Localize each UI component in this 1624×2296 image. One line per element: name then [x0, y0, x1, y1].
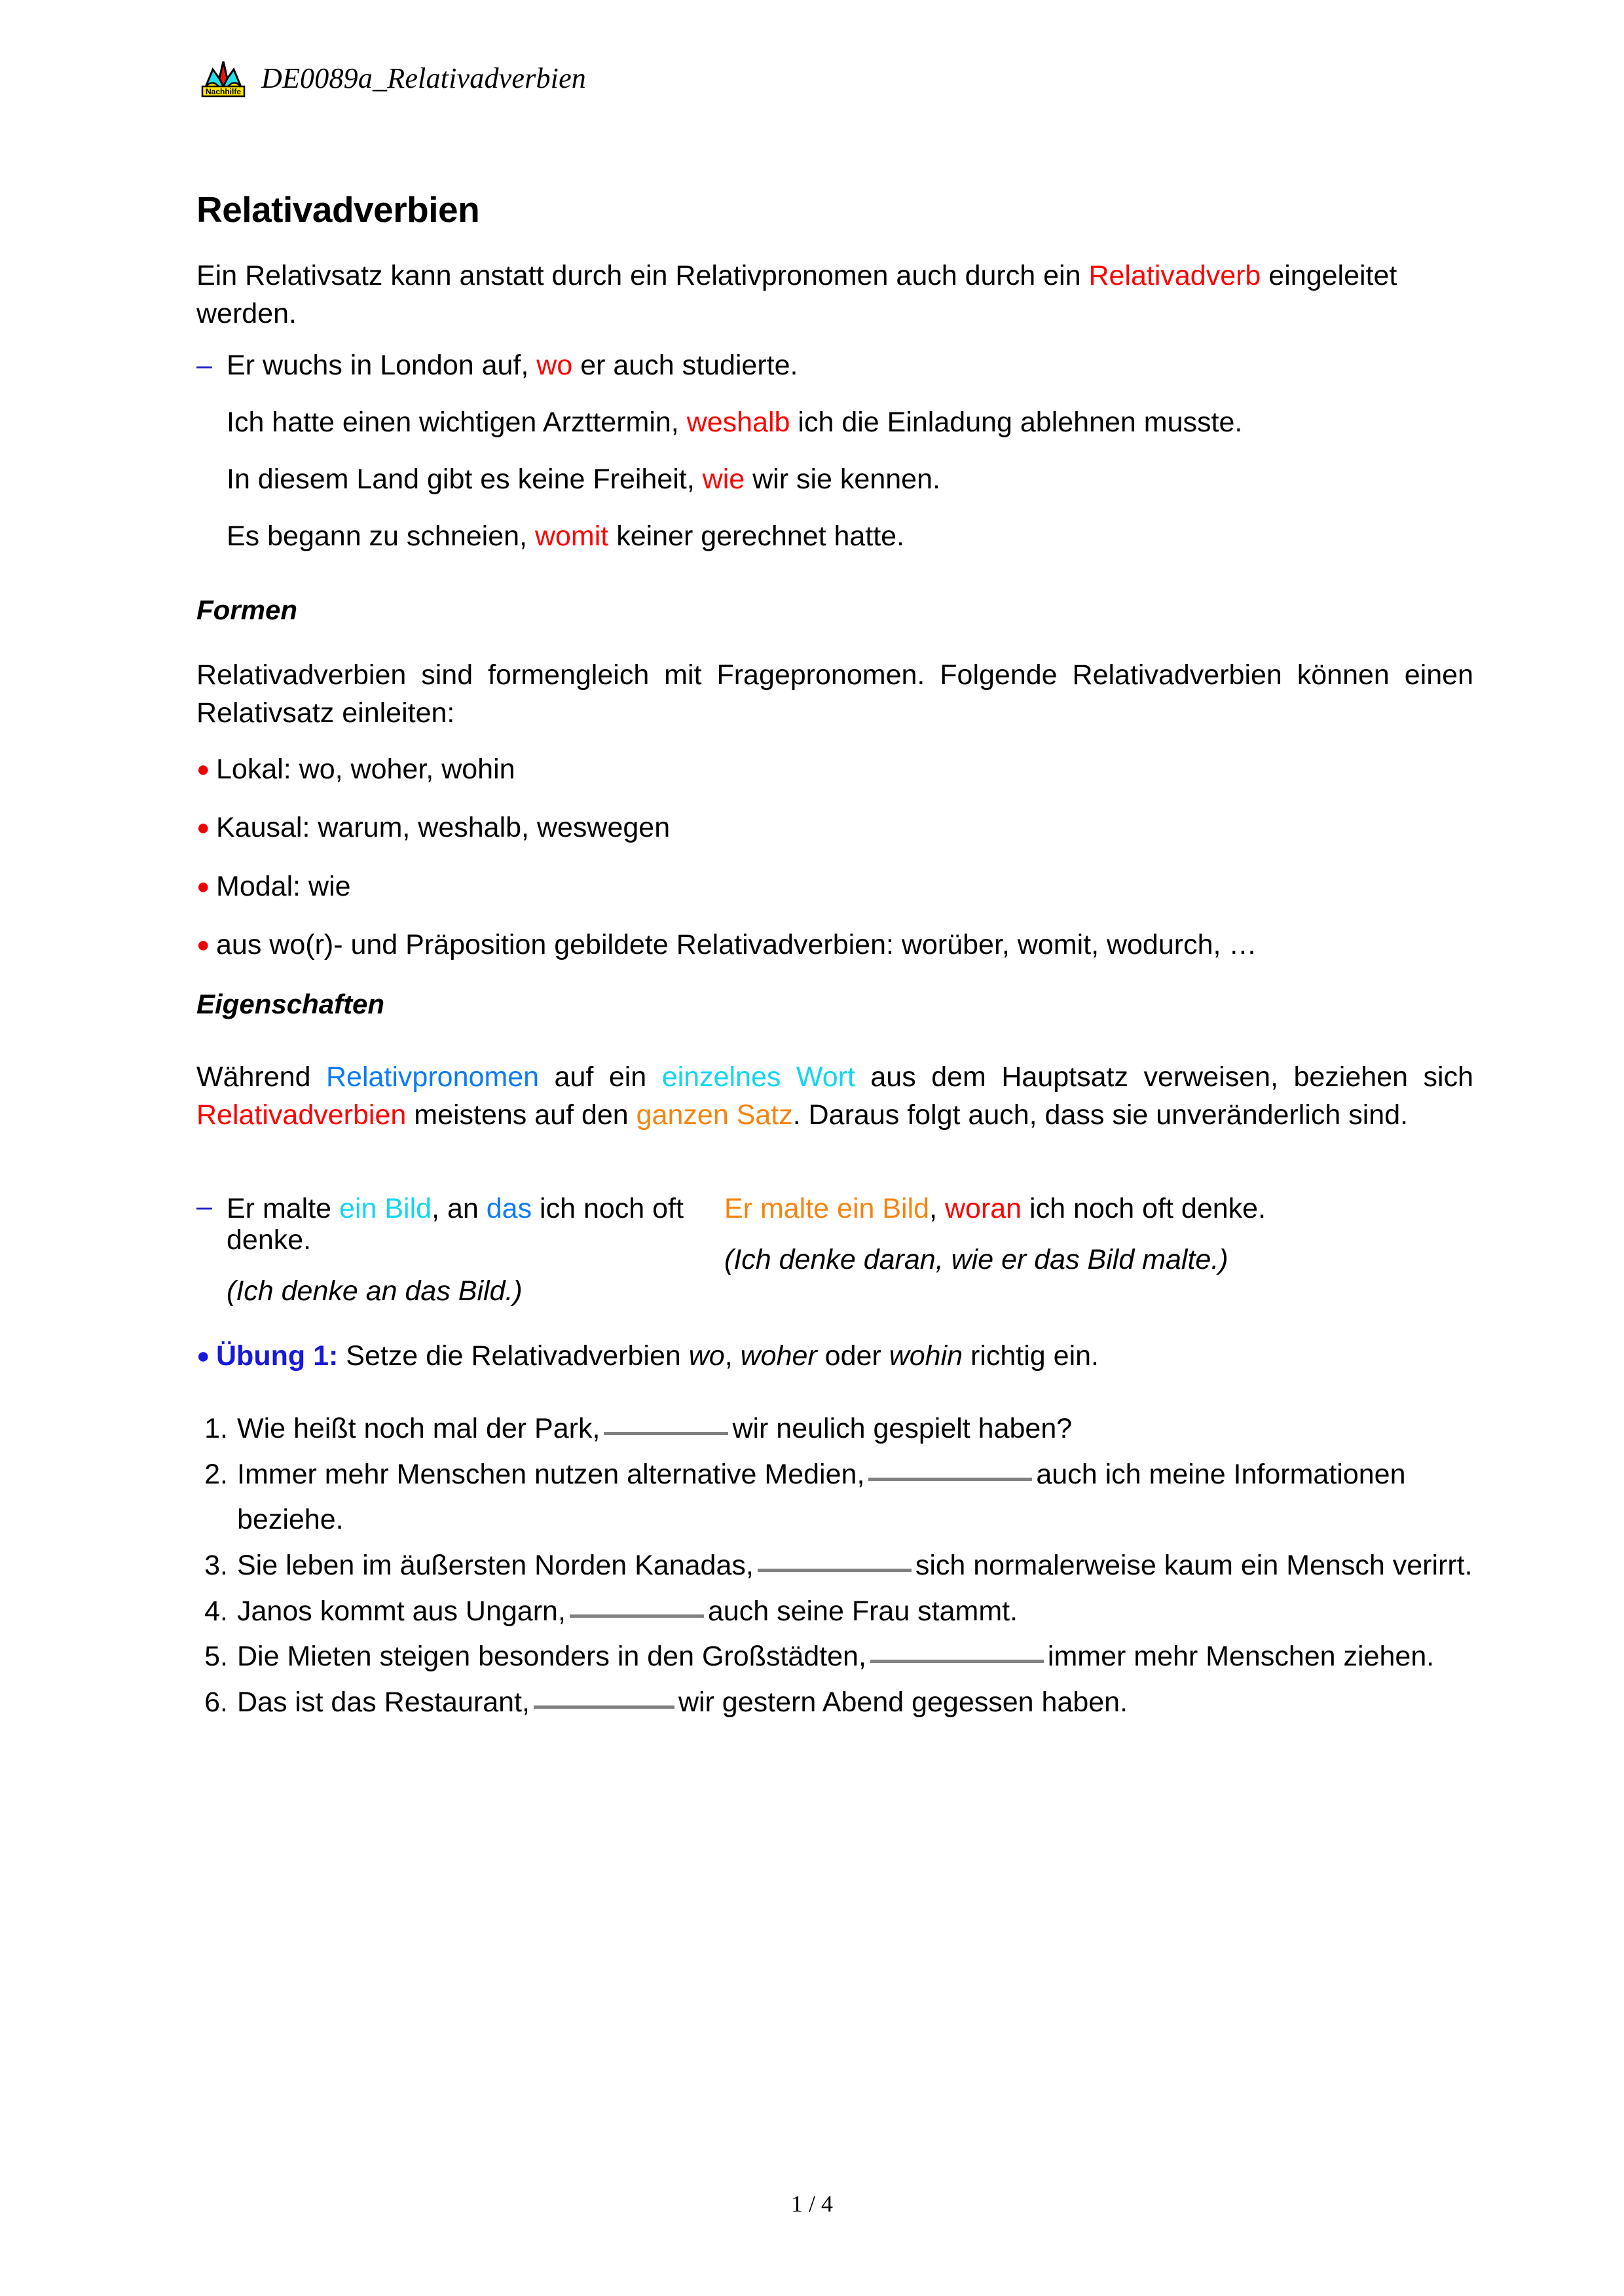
example-sentence: [227, 352, 1473, 380]
comparison-sentence-right: [724, 1193, 1379, 1224]
example-sentence: [227, 522, 1473, 551]
exercise-text: [237, 1634, 1480, 1680]
uebung-heading-text: [216, 1341, 1099, 1372]
uebung-instr-a: Setze die Relativadverbien: [338, 1340, 689, 1372]
exercise-text: [237, 1589, 1480, 1635]
page-footer: [0, 2190, 1624, 2217]
uebung-label: Übung 1:: [216, 1340, 339, 1372]
comparison-column-left: [227, 1193, 724, 1307]
example-sentence: [227, 465, 1473, 494]
exercise-number: 6.: [204, 1686, 228, 1718]
example-keyword: womit: [534, 520, 609, 552]
exercise-item: [196, 1452, 1480, 1543]
document-header: [200, 58, 586, 98]
eig-seg-9: . Daraus folgt auch, dass sie unveränderlich sind.: [792, 1099, 1409, 1131]
eig-seg-7: meistens auf den: [406, 1099, 637, 1131]
formen-list-item: [196, 812, 1473, 843]
example-sentence: [227, 409, 1473, 437]
formen-list-item: [196, 930, 1473, 960]
answer-blank[interactable]: [534, 1705, 674, 1709]
comparison-note-right: (Ich denke daran, wie er das Bild malte.): [724, 1244, 1228, 1276]
cmp-l-3: , an: [432, 1193, 487, 1224]
answer-blank[interactable]: [570, 1614, 704, 1618]
exercise-pre: Sie leben im äußersten Norden Kanadas,: [237, 1549, 754, 1581]
intro-before: Ein Relativsatz kann anstatt durch ein Relativpronomen auch durch ein: [196, 260, 1089, 291]
exercise-post: auch ich meine Informationen beziehe.: [237, 1458, 1406, 1536]
exercise-post: immer mehr Menschen ziehen.: [1047, 1641, 1435, 1673]
cmp-l-ein-bild: ein Bild: [339, 1193, 432, 1224]
cmp-r-4: ich noch oft denke.: [1022, 1193, 1266, 1224]
bullet-dot-icon: ●: [196, 757, 210, 782]
document-code-label: DE0089a_Relativadverbien: [261, 62, 586, 94]
cmp-r-woran: woran: [944, 1193, 1022, 1224]
exercise-item: [196, 1680, 1480, 1726]
formen-item-label: aus wo(r)- und Präposition gebildete Relativadverbien: worüber, womit, wodurch, …: [216, 928, 1257, 960]
example-post: ich die Einladung ablehnen musste.: [790, 407, 1243, 438]
nachhilfe-logo-icon: [200, 58, 247, 98]
dash-marker-icon: –: [196, 1191, 212, 1222]
cmp-r-2: ,: [929, 1193, 945, 1224]
eig-relativpronomen: Relativpronomen: [325, 1061, 540, 1093]
section-heading-formen: Formen: [196, 594, 298, 625]
cmp-l-das: das: [486, 1193, 532, 1224]
exercise-number: 2.: [204, 1458, 228, 1490]
example-pre: Es begann zu schneien,: [227, 520, 535, 552]
exercise-text: [237, 1406, 1480, 1452]
exercise-post: wir gestern Abend gegessen haben.: [678, 1686, 1128, 1718]
page-title: Relativadverbien: [196, 189, 480, 230]
uebung-heading: [196, 1341, 1473, 1372]
exercise-pre: Die Mieten steigen besonders in den Großstädten,: [237, 1641, 866, 1673]
eig-seg-5: aus dem Hauptsatz verweisen, beziehen sich: [855, 1061, 1473, 1093]
uebung-instr-d: richtig ein.: [963, 1340, 1099, 1372]
intro-paragraph: [196, 257, 1473, 333]
uebung-instr-c: oder: [817, 1340, 889, 1372]
example-keyword: wie: [702, 464, 745, 495]
uebung-word-woher: woher: [740, 1340, 817, 1372]
formen-list-item: [196, 754, 1473, 785]
uebung-instr-b: ,: [724, 1340, 741, 1372]
eigenschaften-paragraph: [196, 1059, 1473, 1134]
exercise-item: [196, 1406, 1480, 1452]
svg-text:Nachhilfe: Nachhilfe: [205, 87, 242, 96]
formen-item-label: Kausal: warum, weshalb, weswegen: [216, 812, 671, 844]
exercise-number: 5.: [204, 1641, 228, 1673]
exercise-item: [196, 1589, 1480, 1635]
answer-blank[interactable]: [758, 1569, 912, 1572]
uebung-word-wohin: wohin: [889, 1340, 963, 1372]
exercise-pre: Immer mehr Menschen nutzen alternative Medien,: [237, 1458, 865, 1490]
page-number: 1 / 4: [790, 2191, 833, 2217]
example-pre: In diesem Land gibt es keine Freiheit,: [227, 464, 703, 495]
exercise-post: auch seine Frau stammt.: [707, 1595, 1018, 1627]
eig-einzelnes-wort: einzelnes Wort: [661, 1061, 855, 1093]
example-keyword: wo: [536, 350, 573, 381]
cmp-l-1: Er malte: [227, 1193, 340, 1224]
comparison-column-right: [724, 1193, 1379, 1307]
intro-highlight: Relativadverb: [1088, 260, 1261, 291]
example-pre: Er wuchs in London auf,: [227, 350, 537, 381]
exercise-item: [196, 1634, 1480, 1680]
exercise-text: [237, 1543, 1480, 1589]
exercise-pre: Das ist das Restaurant,: [237, 1686, 530, 1718]
exercise-number: 1.: [204, 1413, 228, 1444]
answer-blank[interactable]: [870, 1660, 1044, 1663]
dash-marker-icon: –: [196, 350, 212, 381]
intro-examples-block: [196, 352, 1473, 551]
exercise-pre: Wie heißt noch mal der Park,: [237, 1413, 600, 1444]
exercise-post: sich normalerweise kaum ein Mensch verirrt.: [915, 1549, 1473, 1581]
eig-relativadverbien: Relativadverbien: [196, 1099, 407, 1131]
bullet-dot-icon: ●: [196, 873, 210, 899]
comparison-note-left: (Ich denke an das Bild.): [227, 1275, 523, 1307]
exercise-text: [237, 1452, 1480, 1543]
example-post: er auch studierte.: [572, 350, 798, 381]
cmp-l-5: ich noch oft denke.: [227, 1193, 684, 1256]
exercise-post: wir neulich gespielt haben?: [732, 1413, 1073, 1444]
example-pre: Ich hatte einen wichtigen Arzttermin,: [227, 407, 687, 438]
example-post: wir sie kennen.: [745, 464, 940, 495]
bullet-dot-icon: ●: [196, 815, 210, 841]
comparison-block: [196, 1193, 1473, 1307]
uebung-word-wo: wo: [688, 1340, 725, 1372]
intro-after: eingeleitet werden.: [196, 260, 1397, 329]
example-keyword: weshalb: [686, 407, 790, 438]
formen-item-label: Lokal: wo, woher, wohin: [216, 754, 515, 785]
eig-ganzen-satz: ganzen Satz: [636, 1099, 793, 1131]
exercise-number: 4.: [204, 1595, 228, 1627]
exercise-number: 3.: [204, 1549, 228, 1581]
answer-blank[interactable]: [604, 1432, 728, 1435]
bullet-dot-icon: ●: [196, 1343, 210, 1368]
formen-list-item: [196, 871, 1473, 902]
exercise-pre: Janos kommt aus Ungarn,: [237, 1595, 566, 1627]
cmp-r-er-malte-ein-bild: Er malte ein Bild: [724, 1193, 930, 1224]
section-heading-eigenschaften: Eigenschaften: [196, 989, 385, 1019]
exercise-item: [196, 1543, 1480, 1589]
eig-seg-1: Während: [196, 1061, 326, 1093]
eig-seg-3: auf ein: [539, 1061, 662, 1093]
comparison-sentence-left: [227, 1193, 724, 1256]
formen-paragraph: Relativadverbien sind formengleich mit Fragepronomen. Folgende Relativadverbien können einen Relativsatz einleiten:: [196, 659, 1473, 729]
answer-blank[interactable]: [868, 1478, 1032, 1481]
formen-item-label: Modal: wie: [216, 870, 351, 902]
example-post: keiner gerechnet hatte.: [608, 520, 905, 552]
exercise-text: [237, 1680, 1480, 1726]
bullet-dot-icon: ●: [196, 932, 210, 957]
